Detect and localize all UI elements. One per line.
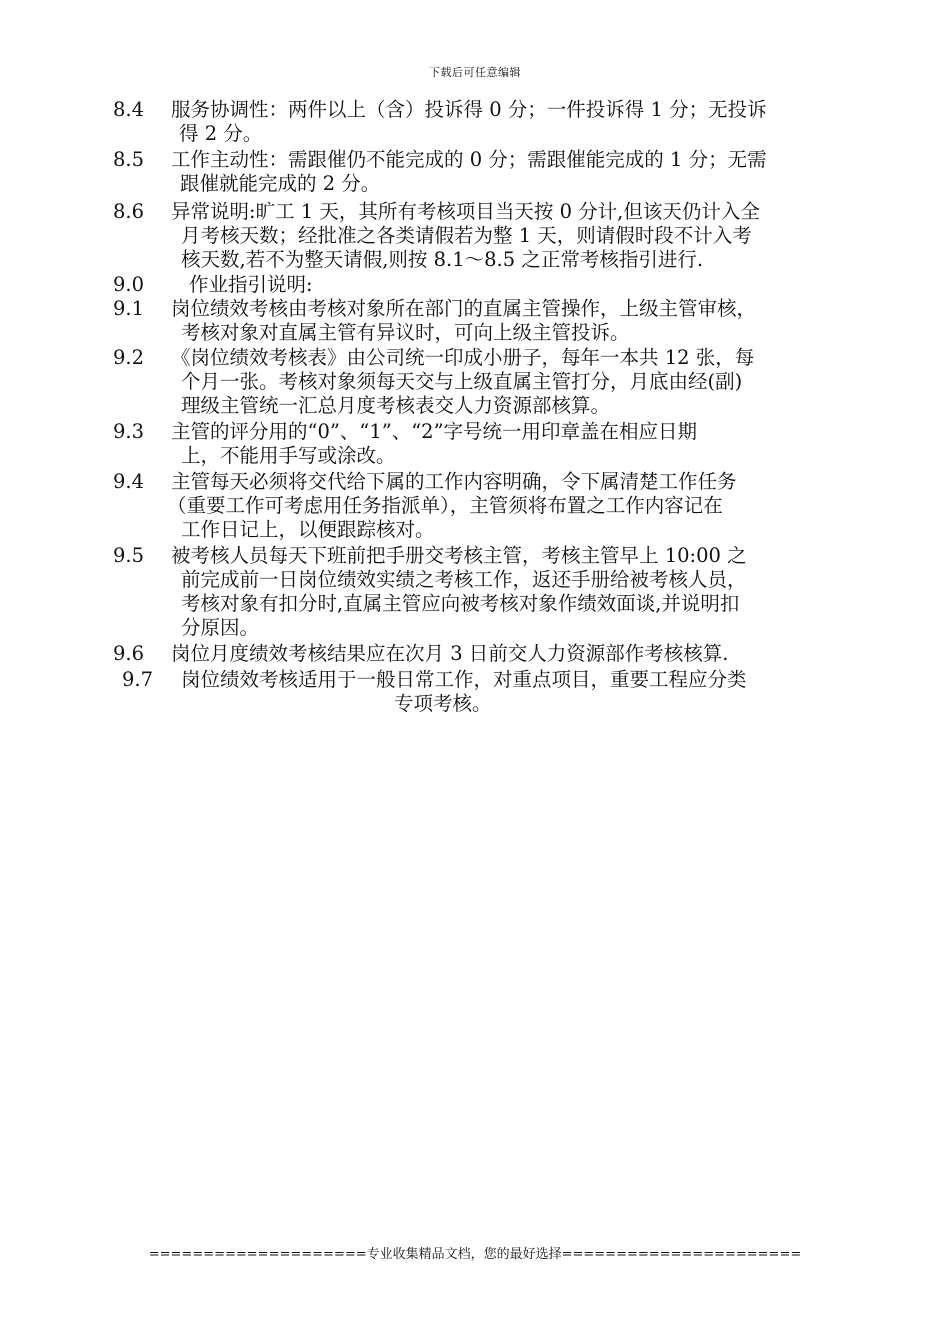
item-number: 9.6 — [113, 642, 145, 665]
list-item — [0, 146, 950, 196]
item-number: 8.4 — [113, 98, 145, 121]
list-item — [0, 412, 950, 467]
item-text: 上，不能用手写或涂改。 — [181, 444, 396, 467]
item-text: 《岗位绩效考核表》由公司统一印成小册子，每年一本共 12 张，每 — [171, 346, 755, 369]
item-text: 考核对象对直属主管有异议时，可向上级主管投诉。 — [181, 321, 630, 344]
item-number: 9.2 — [113, 346, 145, 369]
item-text: 理级主管统一汇总月度考核表交人力资源部核算。 — [181, 394, 611, 417]
list-item — [0, 340, 950, 417]
list-item — [0, 292, 950, 344]
list-item — [0, 628, 950, 665]
item-number: 9.5 — [113, 544, 145, 567]
list-item — [0, 460, 950, 541]
item-text: 作业指引说明: — [189, 273, 313, 296]
item-number: 8.6 — [113, 200, 145, 223]
item-text: 专项考核。 — [394, 692, 492, 715]
list-item — [0, 532, 950, 639]
item-text: 月考核天数；经批准之各类请假若为整 1 天，则请假时段不计入考 — [181, 224, 752, 247]
list-item — [0, 652, 950, 715]
item-number: 9.0 — [113, 273, 145, 296]
item-text: 岗位月度绩效考核结果应在次月 3 日前交人力资源部作考核核算. — [171, 642, 729, 665]
item-number: 9.1 — [113, 297, 145, 320]
item-text: 岗位绩效考核由考核对象所在部门的直属主管操作，上级主管审核， — [171, 297, 757, 320]
item-text: 异常说明:旷工 1 天，其所有考核项目当天按 0 分计,但该天仍计入全 — [171, 200, 760, 223]
item-text: （重要工作可考虑用任务指派单），主管须将布置之工作内容记在 — [167, 494, 723, 517]
item-text: 岗位绩效考核适用于一般日常工作，对重点项目，重要工程应分类 — [181, 668, 747, 691]
item-text: 工作日记上，以便跟踪核对。 — [181, 518, 435, 541]
page-header: 下载后可任意编辑 — [429, 66, 521, 79]
item-text: 前完成前一日岗位绩效实绩之考核工作，返还手册给被考核人员， — [181, 568, 747, 591]
document-body — [0, 98, 950, 715]
list-item — [0, 98, 950, 146]
item-text: 主管的评分用的“0”、“1”、“2”字号统一用印章盖在相应日期 — [171, 420, 698, 443]
item-number: 9.4 — [113, 470, 145, 493]
item-text: 跟催就能完成的 2 分。 — [180, 172, 381, 195]
item-text: 服务协调性：两件以上（含）投诉得 0 分；一件投诉得 1 分；无投诉 — [171, 98, 767, 121]
item-text: 考核对象有扣分时,直属主管应向被考核对象作绩效面谈,并说明扣 — [181, 592, 740, 615]
item-number: 9.3 — [113, 420, 145, 443]
item-text: 被考核人员每天下班前把手册交考核主管，考核主管早上 10:00 之 — [171, 544, 747, 567]
item-text: 得 2 分。 — [179, 122, 263, 145]
page-footer: ====================专业收集精品文档，您的最好选择====================== — [148, 1247, 802, 1262]
item-number: 9.7 — [122, 668, 154, 691]
item-text: 核天数,若不为整天请假,则按 8.1～8.5 之正常考核指引进行. — [181, 248, 704, 271]
item-text: 主管每天必须将交代给下属的工作内容明确，令下属清楚工作任务 — [171, 470, 737, 493]
item-number: 8.5 — [113, 148, 145, 171]
item-text: 个月一张。考核对象须每天交与上级直属主管打分，月底由经(副) — [181, 370, 743, 393]
list-item — [0, 196, 950, 271]
list-item — [0, 268, 950, 296]
item-text: 分原因。 — [181, 616, 260, 639]
item-text: 工作主动性：需跟催仍不能完成的 0 分；需跟催能完成的 1 分；无需 — [171, 148, 767, 171]
